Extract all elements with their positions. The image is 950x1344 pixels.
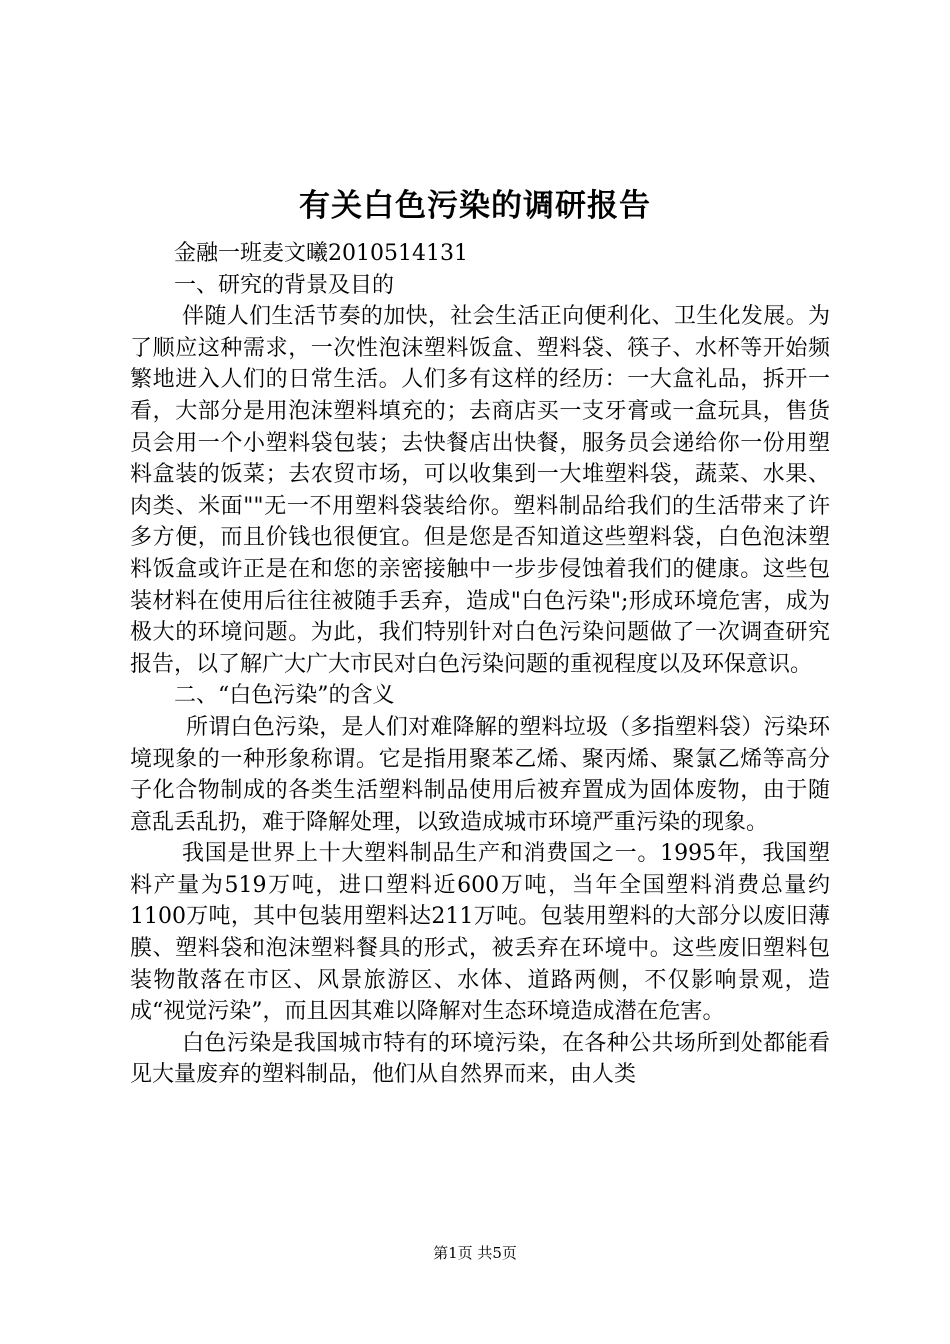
document-title: 有关白色污染的调研报告	[299, 188, 651, 224]
section-heading-background: 一、研究的背景及目的	[174, 272, 395, 298]
section-heading-definition: 二、“白色污染”的含义	[174, 683, 395, 709]
author-line: 金融一班麦文曦2010514131	[174, 241, 468, 266]
paragraph-statistics: 我国是世界上十大塑料制品生产和消费国之一。1995年，我国塑料产量为519万吨，进口塑料近600万吨，当年全国塑料消费总量约1100万吨，其中包装用塑料达211万吨。包装用塑料的大部分以废旧薄膜、塑料袋和泡沫塑料餐具的形式，被丢弃在环境中。这些废旧塑料包装物散落在市区、风景旅游区、水体、道路两侧，不仅影响景观，造成“视觉污染”，而且因其难以降解对生态环境造成潜在危害。	[130, 841, 830, 1025]
paragraph-definition: 所谓白色污染，是人们对难降解的塑料垃圾（多指塑料袋）污染环境现象的一种形象称谓。它是指用聚苯乙烯、聚丙烯、聚氯乙烯等高分子化合物制成的各类生活塑料制品使用后被弃置成为固体废物，由于随意乱丢乱扔，难于降解处理，以致造成城市环境严重污染的现象。	[130, 714, 830, 835]
page-footer: 第1页 共5页	[433, 1244, 517, 1262]
paragraph-background: 伴随人们生活节奏的加快，社会生活正向便利化、卫生化发展。为了顺应这种需求，一次性泡沫塑料饭盒、塑料袋、筷子、水杯等开始频繁地进入人们的日常生活。人们多有这样的经历：一大盒礼品，拆开一看，大部分是用泡沫塑料填充的；去商店买一支牙膏或一盒玩具，售货员会用一个小塑料袋包装；去快餐店出快餐，服务员会递给你一份用塑料盒装的饭菜；去农贸市场，可以收集到一大堆塑料袋，蔬菜、水果、肉类、米面""无一不用塑料袋装给你。塑料制品给我们的生活带来了许多方便，而且价钱也很便宜。但是您是否知道这些塑料袋，白色泡沫塑料饭盒或许正是在和您的亲密接触中一步步侵蚀着我们的健康。这些包装材料在使用后往往被随手丢弃，造成"白色污染";形成环境危害，成为极大的环境问题。为此，我们特别针对白色污染问题做了一次调查研究报告，以了解广大广大市民对白色污染问题的重视程度以及环保意识。	[130, 304, 830, 677]
document-body	[130, 238, 830, 1091]
paragraph-urban-pollution: 白色污染是我国城市特有的环境污染，在各种公共场所到处都能看见大量废弃的塑料制品，他们从自然界而来，由人类	[130, 1030, 830, 1088]
